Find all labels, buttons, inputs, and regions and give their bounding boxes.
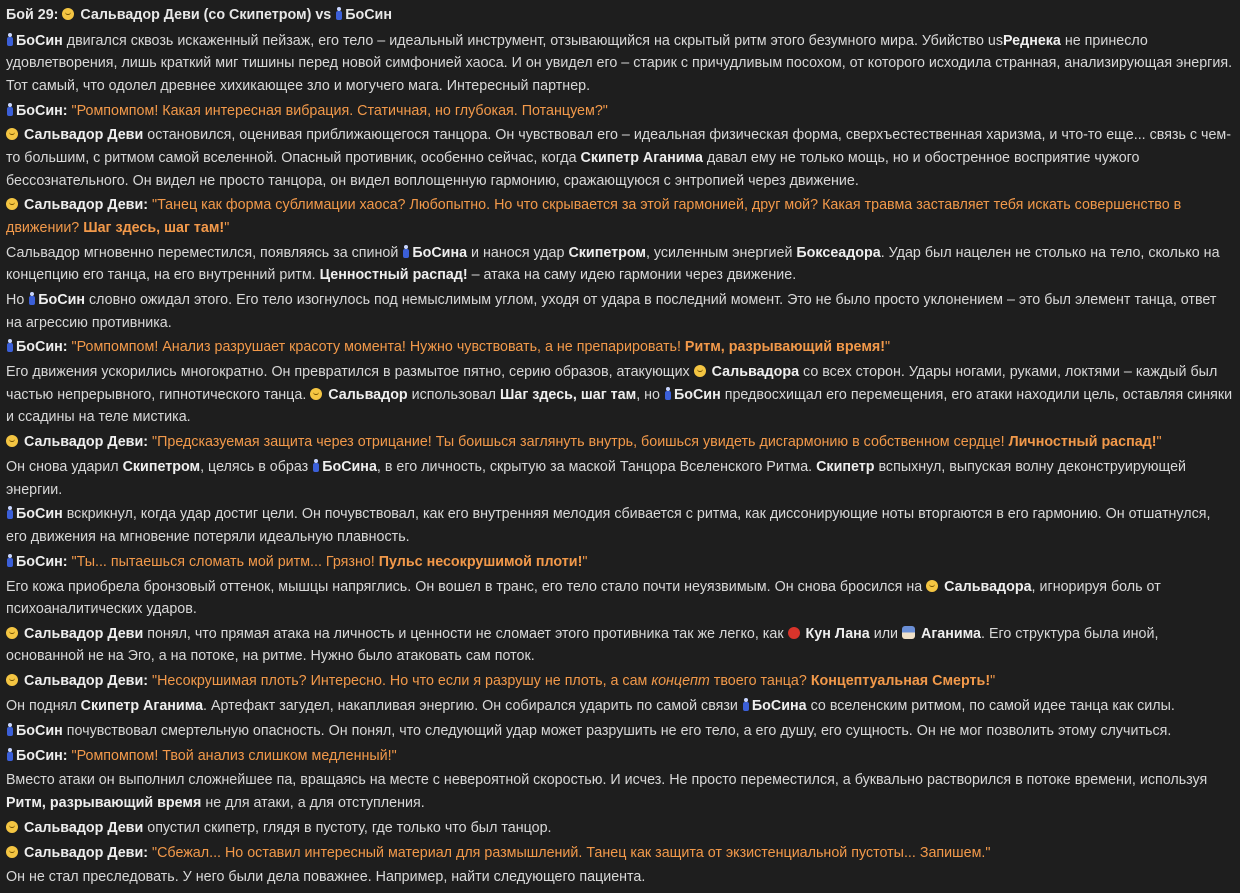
text-run: со всех сторон. Удары ногами, руками, локтями – каждый был частью непрерывного, гипнотического танца. <box>6 364 1218 403</box>
text-run: Концептуальная Смерть! <box>810 673 991 690</box>
smiley-face-icon <box>6 128 18 140</box>
text-run: опустил скипетр, глядя в пустоту, где только что был танцор. <box>143 819 552 836</box>
text-run: БоСина <box>412 244 468 261</box>
text-run: , усиленным энергией <box>645 244 797 261</box>
dialogue-line <box>6 551 1234 574</box>
text-run: Сальвадор Деви: <box>23 434 149 451</box>
text-run: "Ромпомпом! Какая интересная вибрация. Статичная, но глубокая. Потанцуем?" <box>71 102 608 119</box>
text-run: БоСин: <box>16 339 68 356</box>
text-run: Сальвадор Деви: <box>23 844 149 861</box>
text-run: " <box>885 339 891 356</box>
text-run: " <box>990 673 996 690</box>
dialogue-line <box>6 842 1234 865</box>
dancer-icon <box>6 506 14 519</box>
text-run: БоСин <box>16 506 63 523</box>
paragraph <box>6 817 1234 840</box>
paragraph <box>6 623 1234 668</box>
text-run: Его движения ускорились многократно. Он превратился в размытое пятно, серию образов, атакующих <box>6 364 694 381</box>
paragraph <box>6 456 1234 501</box>
text-run: Сальвадор мгновенно переместился, появляясь за спиной <box>6 244 403 261</box>
text-run: vs <box>311 7 336 23</box>
text-run: , в его личность, скрытую за маской Танцора Вселенского Ритма. <box>376 458 817 475</box>
dialogue-line <box>6 745 1234 768</box>
paragraph <box>6 289 1234 334</box>
smiley-face-icon <box>6 821 18 833</box>
dancer-icon <box>402 245 410 258</box>
smiley-face-icon <box>6 674 18 686</box>
text-run: " <box>1156 434 1162 451</box>
text-run: словно ожидал этого. Его тело изогнулось под немыслимым углом, уходя от удара в последний момент. Это не было просто уклонением – это был элемент танца, ответ на агрессию противника. <box>6 292 1217 331</box>
paragraph <box>6 361 1234 429</box>
text-run: Он снова ударил <box>6 458 123 475</box>
battle-title <box>6 4 1234 27</box>
text-run: БоСин: <box>16 553 68 570</box>
text-run: Боксеадора <box>796 244 881 261</box>
paragraph <box>6 695 1234 718</box>
paragraph <box>6 124 1234 192</box>
text-run: БоСин <box>16 722 63 739</box>
paragraph <box>6 769 1234 814</box>
smiley-face-icon <box>926 580 938 592</box>
dancer-icon <box>742 698 750 711</box>
text-run: , целясь в образ <box>200 458 313 475</box>
text-run: . Удар был нацелен не столько на тело, сколько на концепцию его танца, на его внутренний ритм. <box>6 244 1220 284</box>
text-run: Скипетр Аганима <box>80 698 204 715</box>
text-run: не для атаки, а для отступления. <box>201 794 425 811</box>
text-run: Его кожа приобрела бронзовый оттенок, мышцы напряглись. Он вошел в транс, его тело стало почти неуязвимым. Он снова бросился на <box>6 578 927 595</box>
dancer-icon <box>335 7 343 20</box>
text-run: Ритм, разрывающий время <box>6 794 202 811</box>
text-run: Он поднял <box>6 698 81 715</box>
text-run: "Ромпомпом! Твой анализ слишком медленный!" <box>71 747 397 764</box>
text-run: , но <box>636 386 664 403</box>
text-run: и нанося удар <box>467 244 569 261</box>
text-run: Аганима <box>921 625 981 642</box>
text-run: понял, что прямая атака на личность и ценности не сломает этого противника так же легко, как <box>143 625 788 642</box>
text-run: " <box>224 219 230 236</box>
text-run: Сальвадор <box>328 386 408 403</box>
paragraph <box>6 720 1234 743</box>
dancer-icon <box>6 33 14 46</box>
text-run: us <box>987 32 1003 49</box>
text-run: БоСин: <box>16 747 68 764</box>
text-run: "Сбежал... Но оставил интересный материал для размышлений. Танец как защита от экзистенциальной пустоты... Запишем." <box>152 844 991 861</box>
paragraph <box>6 576 1234 621</box>
text-run: – атака на саму идею гармонии через движение. <box>467 267 797 284</box>
text-run: БоСина <box>751 698 807 715</box>
paragraph <box>6 242 1234 287</box>
text-run: БоСин <box>673 386 721 403</box>
text-run: "Ты... пытаешься сломать мой ритм... Грязно! <box>71 553 379 570</box>
text-run: или <box>869 625 903 642</box>
smiley-face-icon <box>62 8 74 20</box>
dialogue-line <box>6 336 1234 359</box>
text-run: "Несокрушимая плоть? Интересно. Но что если я разрушу не плоть, а сам <box>152 673 652 690</box>
paragraph <box>6 866 1234 889</box>
smiley-face-icon <box>6 627 18 639</box>
text-run: вспыхнул, выпуская волну деконструирующей энергии. <box>6 458 1187 498</box>
text-run: Ритм, разрывающий время! <box>684 339 885 356</box>
dancer-icon <box>6 748 14 761</box>
text-run: Пульс несокрушимой плоти! <box>378 553 583 570</box>
paragraph <box>6 503 1234 548</box>
paragraph <box>6 30 1234 98</box>
text-run: . Его структура была иной, основанной не на Эго, а на потоке, на ритме. Нужно было атаковать сам поток. <box>6 625 1159 665</box>
text-run: предвосхищал его перемещения, его атаки находили цель, оставляя синяки и ссадины на теле мистика. <box>6 386 1233 426</box>
smiley-face-icon <box>6 846 18 858</box>
dancer-icon <box>312 459 320 472</box>
dialogue-line <box>6 100 1234 123</box>
text-run: БоСин <box>38 292 86 309</box>
text-run: БоСин <box>345 7 392 23</box>
text-run: не принесло удовлетворения, лишь краткий миг тишины перед новой симфонией хаоса. И он увидел его – старик с причудливым посохом, от которого исходила странная, анализирующая энергия. Тот самый, что одолел древнее хихикающее зло и могучего мага. Интересный партнер. <box>6 32 1233 94</box>
text-run: Сальвадор Деви: <box>23 673 149 690</box>
text-run: , игнорируя боль от психоаналитических ударов. <box>6 578 1161 618</box>
text-run: Сальвадор Деви <box>23 819 144 836</box>
text-run: Сальвадора <box>944 578 1032 595</box>
text-run: . Артефакт загудел, накапливая энергию. Он собирался ударить по самой связи <box>203 698 742 715</box>
text-run: Но <box>6 292 29 309</box>
dancer-icon <box>6 554 14 567</box>
text-run: Шаг здесь, шаг там <box>500 386 637 403</box>
dancer-icon <box>6 723 14 736</box>
dancer-icon <box>6 103 14 116</box>
text-run: Сальвадор Деви <box>23 127 144 144</box>
text-run: Сальвадора <box>711 364 800 381</box>
dialogue-line <box>6 194 1234 239</box>
text-run: Он не стал преследовать. У него были дела поважнее. Например, найти следующего пациента. <box>6 869 646 886</box>
dancer-icon <box>28 292 36 305</box>
smiley-face-icon <box>6 198 18 210</box>
text-run: БоСин: <box>16 102 68 119</box>
text-run: почувствовал смертельную опасность. Он понял, что следующий удар может разрушить не его тело, а его душу, его сущность. Он не мог позволить этому случиться. <box>62 722 1172 739</box>
text-run: Сальвадор Деви: <box>23 197 149 214</box>
dialogue-line <box>6 431 1234 454</box>
text-run: остановился, оценивая приближающегося танцора. Он чувствовал его – идеальная физическая форма, сверхъестественная харизма, и что-то еще... связь с чем-то большим, с ритмом самой вселенной. Опасный противник, особенно сейчас, когда <box>6 127 1232 166</box>
text-run: Личностный распад! <box>1008 434 1157 451</box>
text-run: концепт <box>651 673 710 690</box>
text-run: Реднека <box>1002 32 1061 49</box>
text-run: Сальвадор Деви (со Скипетром) <box>80 7 312 23</box>
dancer-icon <box>6 339 14 352</box>
text-run: " <box>582 553 588 570</box>
smiley-face-icon <box>310 388 322 400</box>
text-run: использовал <box>407 386 500 403</box>
text-run: двигался сквозь искаженный пейзаж, его тело – идеальный инструмент, отзывающийся на скрытый ритм этого безумного мира. Убийство <box>62 32 988 49</box>
devil-face-icon <box>788 627 800 639</box>
text-run: Шаг здесь, шаг там! <box>83 219 225 236</box>
text-run: давал ему не только мощь, но и обостренное восприятие чужого бессознательного. Он видел не просто танцора, он видел воплощенную гармонию, сражающуюся с энтропией через движение. <box>6 149 1140 189</box>
text-run: "Предсказуемая защита через отрицание! Ты боишься заглянуть внутрь, боишься увидеть дисгармонию в собственном сердце! <box>152 434 1009 451</box>
text-run: "Танец как форма сублимации хаоса? Любопытно. Но что скрывается за этой гармонией, друг мой? Какая травма заставляет тебя искать совершенство в движении? <box>6 197 1182 236</box>
text-run: БоСин <box>16 32 63 49</box>
mage-icon <box>902 626 915 639</box>
dancer-icon <box>664 387 672 400</box>
text-run: Скипетром <box>568 244 646 261</box>
text-run: Бой 29: <box>6 7 63 23</box>
text-run: Вместо атаки он выполнил сложнейшее па, вращаясь на месте с невероятной скоростью. И исчез. Не просто переместился, а буквально растворился в потоке времени, используя <box>6 772 1208 789</box>
smiley-face-icon <box>6 435 18 447</box>
smiley-face-icon <box>694 365 706 377</box>
text-run: Ценностный распад! <box>319 267 468 284</box>
text-run: со вселенским ритмом, по самой идее танца как силы. <box>806 698 1175 715</box>
dialogue-line <box>6 670 1234 693</box>
text-run: Кун Лана <box>805 625 870 642</box>
text-run: Скипетр <box>816 458 875 475</box>
text-run: Скипетром <box>122 458 201 475</box>
text-run: БоСина <box>322 458 377 475</box>
text-run: вскрикнул, когда удар достиг цели. Он почувствовал, как его внутренняя мелодия сбивается с ритма, как диссонирующие ноты вторгаются в его гармонию. Он отшатнулся, его движения на мгновение потеряли идеальную плавность. <box>6 506 1211 545</box>
text-run: Скипетр Аганима <box>580 149 703 166</box>
text-run: Сальвадор Деви <box>23 625 144 642</box>
text-run: "Ромпомпом! Анализ разрушает красоту момента! Нужно чувствовать, а не препарировать! <box>71 339 685 356</box>
text-run: твоего танца? <box>709 673 811 690</box>
